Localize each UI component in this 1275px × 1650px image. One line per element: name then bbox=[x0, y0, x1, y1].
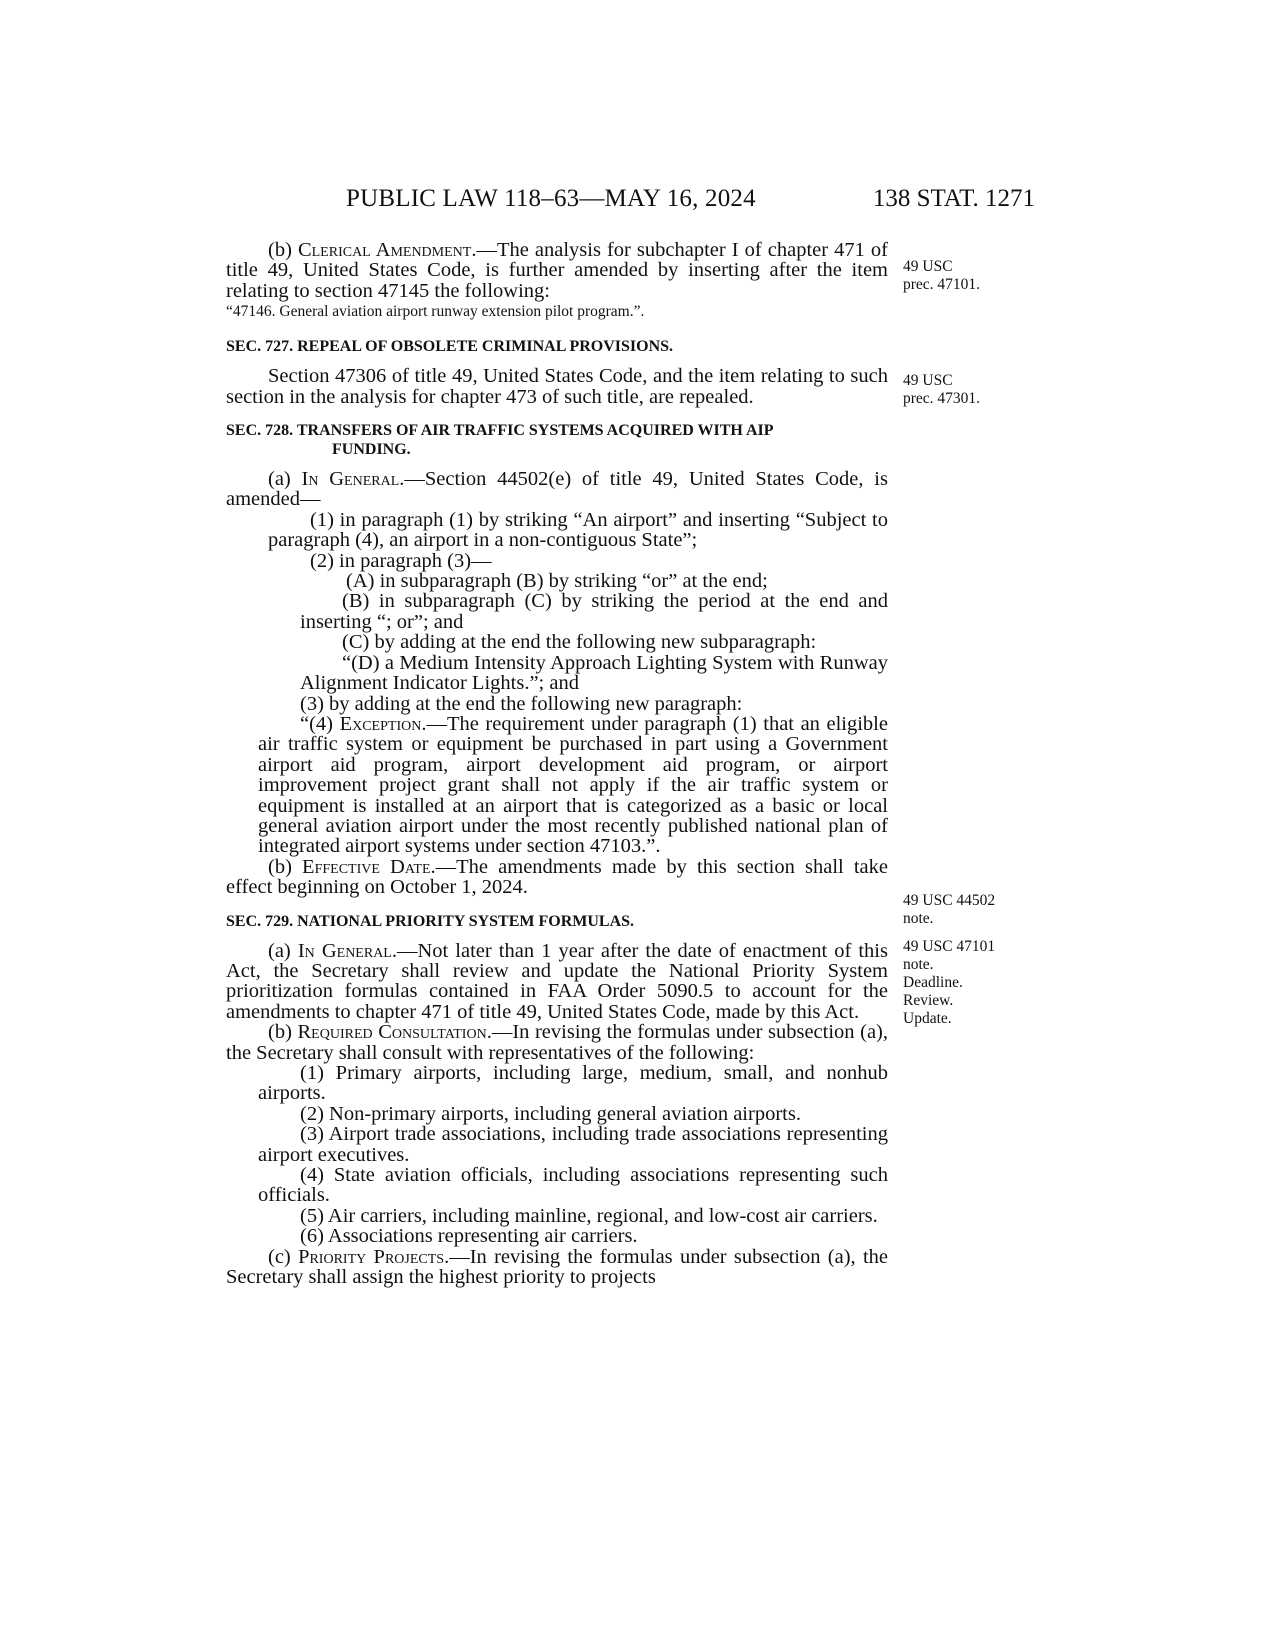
page-header bbox=[0, 185, 1275, 217]
section-728-a: (a) In General.—Section 44502(e) of title 49, United States Code, is amended— bbox=[226, 468, 888, 511]
section-729-b-4: (4) State aviation officials, including associations representing such officials. bbox=[258, 1164, 888, 1207]
section-727-heading: SEC. 727. REPEAL OF OBSOLETE CRIMINAL PROVISIONS. bbox=[226, 338, 674, 356]
section-729-b-3: (3) Airport trade associations, including trade associations representing airport executives. bbox=[258, 1123, 888, 1166]
margin-note-44502: 49 USC 44502 note. bbox=[903, 892, 996, 927]
section-728-subpara-A: (A) in subparagraph (B) by striking “or” at the end; bbox=[346, 570, 768, 593]
clerical-amendment-item: “47146. General aviation airport runway extension pilot program.”. bbox=[226, 303, 645, 321]
section-729-b-6: (6) Associations representing air carriers. bbox=[300, 1225, 638, 1248]
section-729-b-1: (1) Primary airports, including large, medium, small, and nonhub airports. bbox=[258, 1062, 888, 1105]
section-729-c: (c) Priority Projects.—In revising the formulas under subsection (a), the Secretary shall assign the highest priority to projects bbox=[226, 1245, 888, 1289]
section-728-para-2: (2) in paragraph (3)— bbox=[310, 549, 492, 572]
section-728-heading: SEC. 728. TRANSFERS OF AIR TRAFFIC SYSTEMS ACQUIRED WITH AIP FUNDING. bbox=[226, 422, 774, 459]
section-729-a: (a) In General.—Not later than 1 year after the date of enactment of this Act, the Secretary shall review and update the National Priority System prioritization formulas contained in FAA Order 5090.5 to account for the amendments to chapter 471 of title 49, United States Code, made by this Act. bbox=[226, 939, 888, 1023]
section-729-b-5: (5) Air carriers, including mainline, regional, and low-cost air carriers. bbox=[300, 1204, 878, 1227]
section-728-b: (b) Effective Date.—The amendments made by this section shall take effect beginning on October 1, 2024. bbox=[226, 855, 888, 899]
margin-note-47101: 49 USC prec. 47101. bbox=[903, 258, 981, 293]
margin-note-47301: 49 USC prec. 47301. bbox=[903, 372, 981, 407]
section-729-b: (b) Required Consultation.—In revising the formulas under subsection (a), the Secretary shall consult with representatives of the following: bbox=[226, 1021, 888, 1064]
header-title: PUBLIC LAW 118–63—MAY 16, 2024 bbox=[346, 185, 756, 212]
document-body bbox=[226, 240, 888, 1287]
clerical-amendment-heading: Clerical Amendment bbox=[297, 239, 472, 261]
section-728-subpara-C: (C) by adding at the end the following new subparagraph: bbox=[342, 631, 817, 654]
section-729-b-2: (2) Non-primary airports, including general aviation airports. bbox=[300, 1102, 801, 1125]
section-729-heading: SEC. 729. NATIONAL PRIORITY SYSTEM FORMULAS. bbox=[226, 912, 635, 930]
clerical-amendment-paragraph: (b) Clerical Amendment.—The analysis for subchapter I of chapter 471 of title 49, United States Code, is further amended by inserting after the item relating to section 47145 the following: bbox=[226, 239, 888, 302]
section-728-subpara-D: “(D) a Medium Intensity Approach Lighting System with Runway Alignment Indicator Lights.”; and bbox=[300, 651, 888, 695]
statute-page-number: 138 STAT. 1271 bbox=[872, 185, 1035, 212]
section-728-subpara-B: (B) in subparagraph (C) by striking the period at the end and inserting “; or”; and bbox=[300, 590, 888, 633]
margin-note-47101-note: 49 USC 47101 note. Deadline. Review. Update. bbox=[903, 938, 996, 1027]
section-727-text: Section 47306 of title 49, United States Code, and the item relating to such section in the analysis for chapter 473 of such title, are repealed. bbox=[226, 365, 888, 408]
section-728-para-3: (3) by adding at the end the following new paragraph: bbox=[300, 692, 743, 715]
section-728-para-1: (1) in paragraph (1) by striking “An airport” and inserting “Subject to paragraph (4), an airport in a non-contiguous State”; bbox=[268, 508, 888, 552]
section-728-para-4: “(4) Exception.—The requirement under paragraph (1) that an eligible air traffic system or equipment be purchased in part using a Government airport aid program, airport development aid program, or airport improvement project grant shall not apply if the air traffic system or equipment is installed at an airport that is categorized as a basic or local general aviation airport under the most recently published national plan of integrated airport systems under section 47103.”. bbox=[258, 712, 888, 858]
